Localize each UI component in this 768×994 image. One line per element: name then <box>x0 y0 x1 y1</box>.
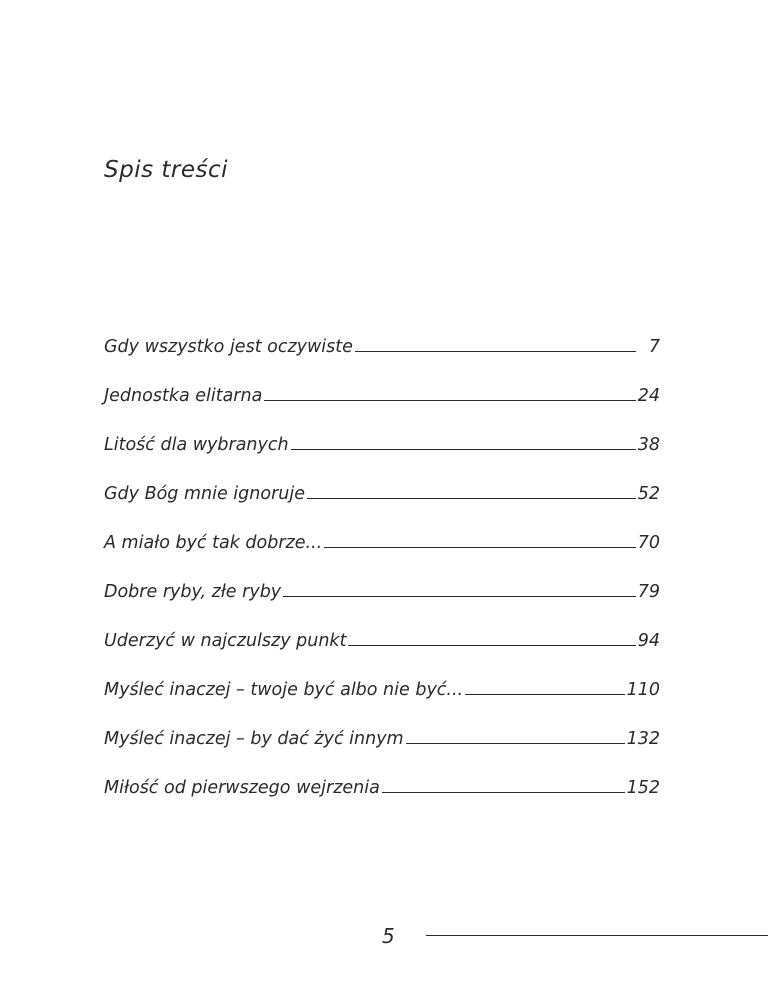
toc-leader-line <box>355 350 636 352</box>
toc-leader-line <box>348 644 635 646</box>
toc-entry <box>104 359 660 408</box>
toc-entry-title: Gdy wszystko jest oczywiste <box>104 337 353 357</box>
toc-entry-title: Miłość od pierwszego wejrzenia <box>104 778 380 798</box>
toc-entry-title: Litość dla wybranych <box>104 435 289 455</box>
toc-entry-title: A miało być tak dobrze... <box>104 533 323 553</box>
toc-entry-title: Dobre ryby, złe ryby <box>104 582 282 602</box>
toc-entry <box>104 457 660 506</box>
page-title: Spis treści <box>104 157 229 184</box>
toc-entry-page: 24 <box>637 386 660 406</box>
toc-entry-page: 79 <box>637 582 660 602</box>
footer-rule <box>426 935 768 936</box>
toc-leader-line <box>382 791 625 793</box>
toc-entry <box>104 506 660 555</box>
page-number: 5 <box>382 924 395 948</box>
toc-entry <box>104 408 660 457</box>
page-footer <box>0 920 768 960</box>
toc-entry-page: 132 <box>626 729 660 749</box>
toc-entry-title: Myśleć inaczej – by dać żyć innym <box>104 729 404 749</box>
toc-entry-title: Jednostka elitarna <box>104 386 263 406</box>
toc-leader-line <box>264 399 635 401</box>
toc-leader-line <box>406 742 625 744</box>
toc-leader-line <box>307 497 636 499</box>
toc-entry-page: 152 <box>626 778 660 798</box>
toc-entry <box>104 702 660 751</box>
toc-entry <box>104 555 660 604</box>
toc-leader-line <box>324 546 636 548</box>
toc-entry-title: Myśleć inaczej – twoje być albo nie być... <box>104 680 464 700</box>
toc-entry-title: Gdy Bóg mnie ignoruje <box>104 484 305 504</box>
toc-leader-line <box>465 693 624 695</box>
toc-leader-line <box>283 595 636 597</box>
toc-entry-page: 110 <box>626 680 660 700</box>
toc-entry-page: 70 <box>637 533 660 553</box>
toc-entry <box>104 604 660 653</box>
toc-entry <box>104 751 660 800</box>
toc-entry-page: 7 <box>648 337 660 357</box>
toc-entry-title: Uderzyć w najczulszy punkt <box>104 631 347 651</box>
toc-entry-page: 52 <box>637 484 660 504</box>
toc-entry-page: 94 <box>637 631 660 651</box>
toc-entry-page: 38 <box>637 435 660 455</box>
toc-entry <box>104 653 660 702</box>
toc-leader-line <box>291 448 636 450</box>
toc-entry <box>104 310 660 359</box>
table-of-contents <box>104 310 660 800</box>
